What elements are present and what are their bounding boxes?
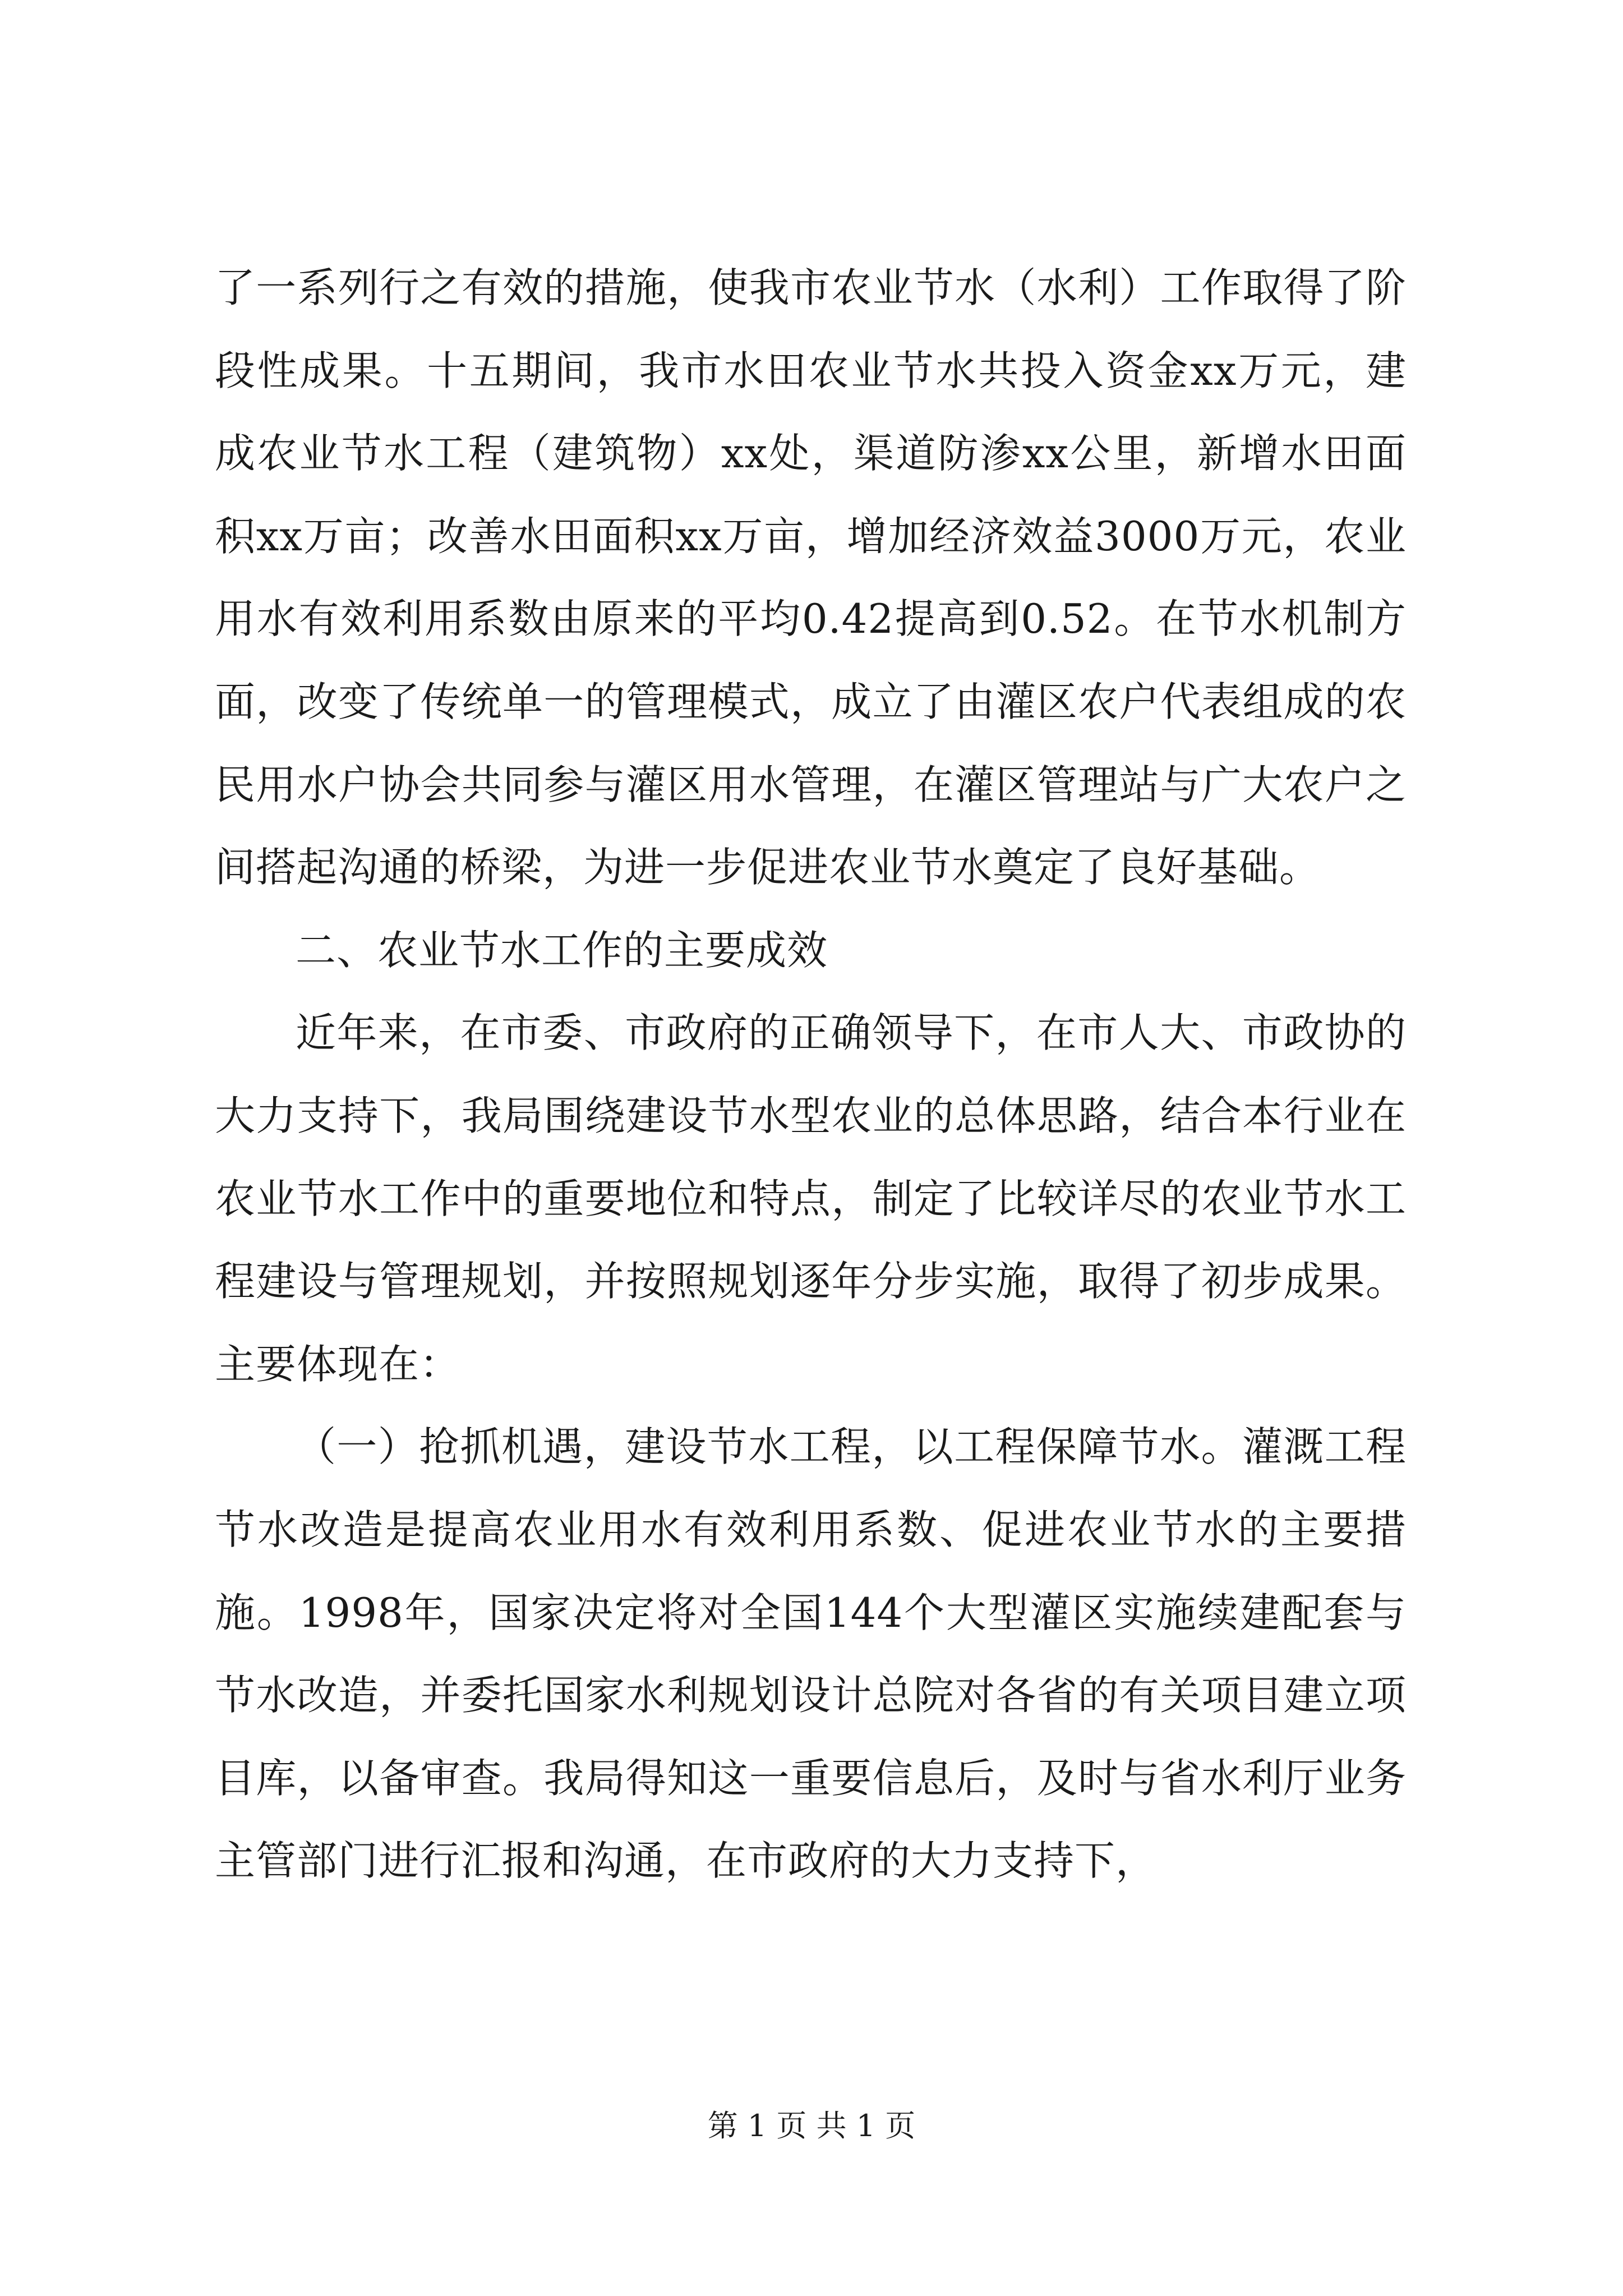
document-body [215,247,1407,1903]
paragraph-overview: 近年来，在市委、市政府的正确领导下，在市人大、市政协的大力支持下，我局围绕建设节水型农业的总体思路，结合本行业在农业节水工作中的重要地位和特点，制定了比较详尽的农业节水工程建设与管理规划，并按照规划逐年分步实施，取得了初步成果。主要体现在： [215,1009,1407,1388]
paragraph-item-one: （一）抢抓机遇，建设节水工程，以工程保障节水。灌溉工程节水改造是提高农业用水有效利用系数、促进农业节水的主要措施。1998年，国家决定将对全国144个大型灌区实施续建配套与节水改造，并委托国家水利规划设计总院对各省的有关项目建立项目库，以备审查。我局得知这一重要信息后，及时与省水利厅业务主管部门进行汇报和沟通，在市政府的大力支持下， [215,1423,1407,1885]
paragraph-achievements-intro: 了一系列行之有效的措施，使我市农业节水（水利）工作取得了阶段性成果。十五期间，我市水田农业节水共投入资金xx万元，建成农业节水工程（建筑物）xx处，渠道防渗xx公里，新增水田面积xx万亩；改善水田面积xx万亩，增加经济效益3000万元，农业用水有效利用系数由原来的平均0.42提高到0.52。在节水机制方面，改变了传统单一的管理模式，成立了由灌区农户代表组成的农民用水户协会共同参与灌区用水管理，在灌区管理站与广大农户之间搭起沟通的桥梁，为进一步促进农业节水奠定了良好基础。 [215,264,1407,891]
page-footer: 第 1 页 共 1 页 [707,2108,916,2143]
section-heading-main-results: 二、农业节水工作的主要成效 [296,926,828,974]
